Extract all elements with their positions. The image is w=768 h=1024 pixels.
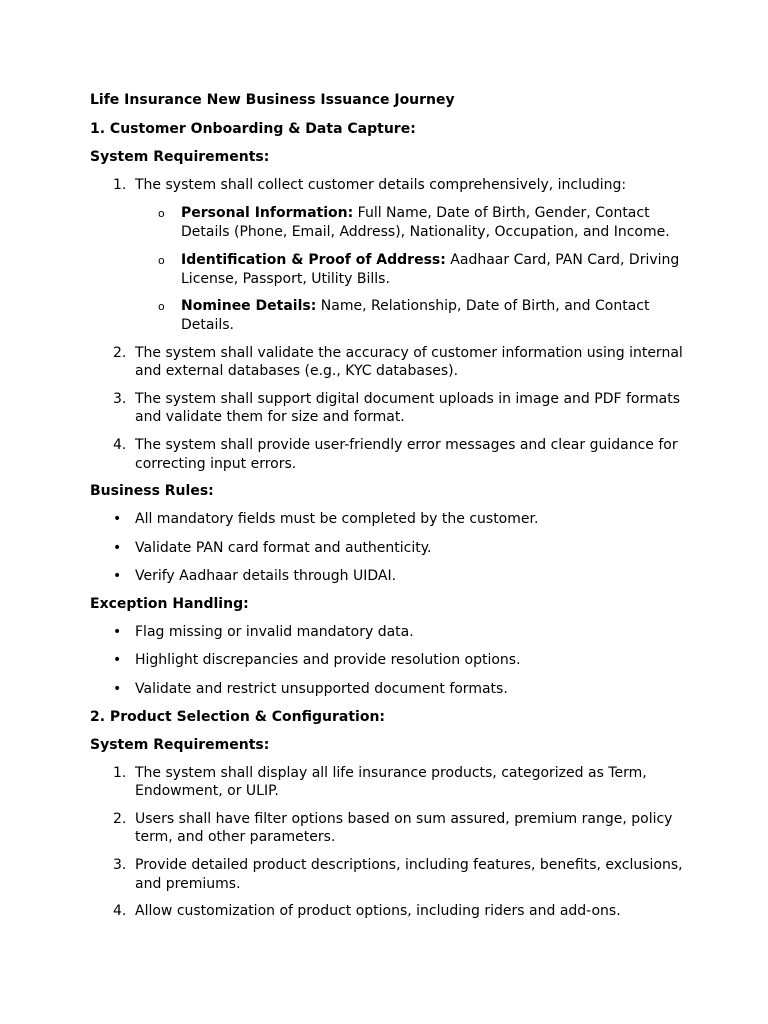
bullet: • [113, 624, 122, 640]
s1-req2-line1: The system shall validate the accuracy of customer information using internal [135, 345, 683, 361]
list-number: 2. [113, 345, 127, 361]
s1-sub2-line2: License, Passport, Utility Bills. [181, 271, 390, 287]
sub-bullet: o [158, 207, 165, 220]
list-number: 4. [113, 437, 127, 453]
s1-req2-line2: and external databases (e.g., KYC databases). [135, 363, 459, 379]
section2-sysreq-heading: System Requirements: [90, 737, 270, 753]
list-number: 1. [113, 765, 127, 781]
bullet: • [113, 540, 122, 556]
s2-req2-line1: Users shall have filter options based on sum assured, premium range, policy [135, 811, 673, 827]
list-number: 4. [113, 903, 127, 919]
rule-item: Validate PAN card format and authenticity. [135, 540, 432, 556]
s2-req3-line1: Provide detailed product descriptions, including features, benefits, exclusions, [135, 857, 683, 873]
section1-sysreq-heading: System Requirements: [90, 149, 270, 165]
s1-sub2-line1 [181, 251, 679, 270]
bullet: • [113, 568, 122, 584]
rule-item: Verify Aadhaar details through UIDAI. [135, 568, 397, 584]
s2-req3-line2: and premiums. [135, 876, 241, 892]
s1-req4-line2: correcting input errors. [135, 456, 297, 472]
exception-handling-heading: Exception Handling: [90, 596, 249, 612]
list-number: 3. [113, 391, 127, 407]
section1-heading: 1. Customer Onboarding & Data Capture: [90, 121, 416, 137]
rule-item: All mandatory fields must be completed by the customer. [135, 511, 539, 527]
exception-item: Validate and restrict unsupported document formats. [135, 681, 508, 697]
s2-req4: Allow customization of product options, including riders and add-ons. [135, 903, 621, 919]
exception-item: Highlight discrepancies and provide resolution options. [135, 652, 521, 668]
s1-sub1-text1: Full Name, Date of Birth, Gender, Contact [353, 205, 650, 221]
list-number: 2. [113, 811, 127, 827]
s1-sub3-line1 [181, 297, 649, 316]
s1-sub2-text1: Aadhaar Card, PAN Card, Driving [445, 252, 680, 268]
bullet: • [113, 681, 122, 697]
sub-bullet: o [158, 300, 165, 313]
sub-bullet: o [158, 254, 165, 267]
s1-req4-line1: The system shall provide user-friendly error messages and clear guidance for [135, 437, 678, 453]
s1-sub1-line2: Details (Phone, Email, Address), Nationality, Occupation, and Income. [181, 224, 670, 240]
bullet: • [113, 652, 122, 668]
s2-req2-line2: term, and other parameters. [135, 829, 336, 845]
s1-sub2-label: Identification & Proof of Address: [181, 252, 446, 268]
s1-sub1-line1 [181, 204, 650, 223]
exception-item: Flag missing or invalid mandatory data. [135, 624, 414, 640]
s1-req3-line1: The system shall support digital document uploads in image and PDF formats [135, 391, 680, 407]
s1-sub3-label: Nominee Details: [181, 298, 317, 314]
s1-req3-line2: and validate them for size and format. [135, 409, 405, 425]
list-number: 3. [113, 857, 127, 873]
business-rules-heading: Business Rules: [90, 483, 214, 499]
s1-req1: The system shall collect customer details comprehensively, including: [135, 177, 627, 193]
s2-req1-line2: Endowment, or ULIP. [135, 783, 279, 799]
s1-sub3-text1: Name, Relationship, Date of Birth, and Contact [316, 298, 650, 314]
s1-sub3-line2: Details. [181, 317, 234, 333]
s2-req1-line1: The system shall display all life insurance products, categorized as Term, [135, 765, 647, 781]
s1-sub1-label: Personal Information: [181, 205, 354, 221]
bullet: • [113, 511, 122, 527]
document-title: Life Insurance New Business Issuance Journey [90, 92, 455, 108]
list-number: 1. [113, 177, 127, 193]
section2-heading: 2. Product Selection & Configuration: [90, 709, 386, 725]
